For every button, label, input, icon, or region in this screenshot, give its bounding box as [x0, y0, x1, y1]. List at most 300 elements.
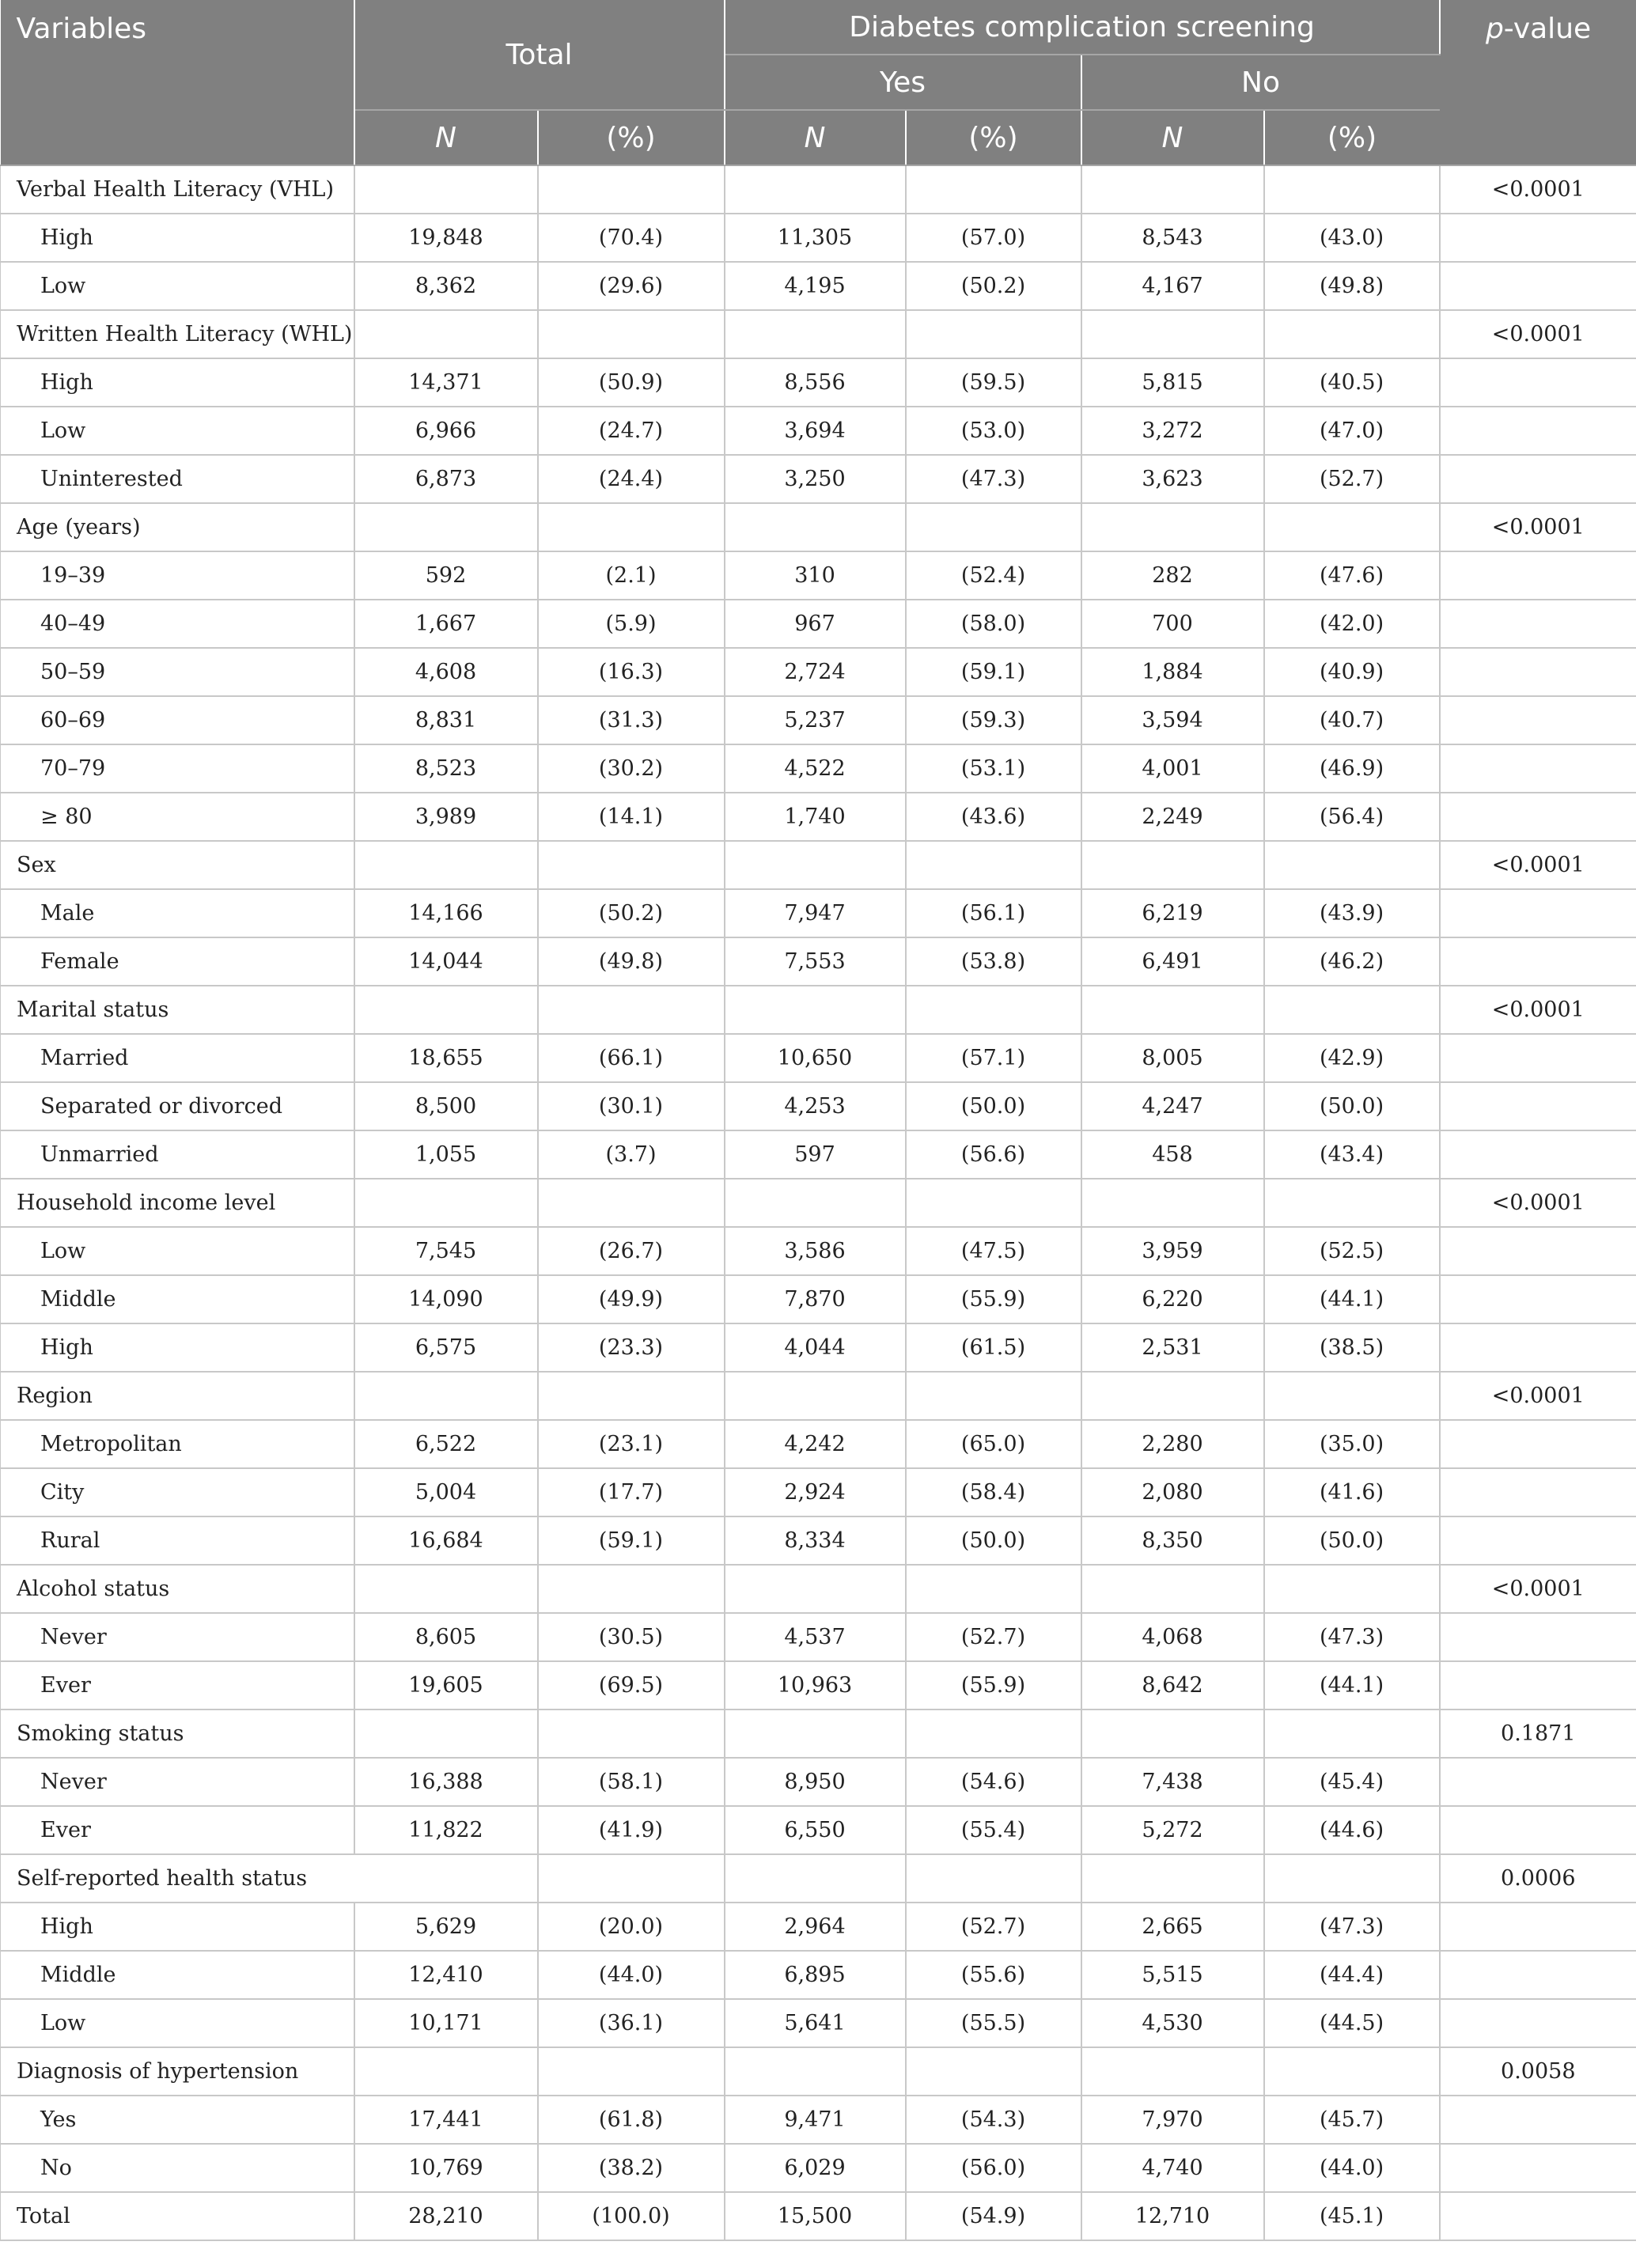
header-no: No [1081, 55, 1440, 110]
group-label: Written Health Literacy (WHL) [1, 310, 354, 358]
empty-cell [906, 1854, 1081, 1903]
p-value-cell [1440, 1903, 1636, 1951]
yes-pct-cell: (53.0) [906, 407, 1081, 455]
header-total: Total [354, 0, 725, 110]
yes-n-cell: 10,963 [725, 1661, 906, 1710]
no-pct-cell: (50.0) [1264, 1516, 1440, 1565]
group-row [1, 986, 1636, 1034]
p-value-cell [1440, 1999, 1636, 2047]
empty-cell [725, 503, 906, 551]
no-n-cell: 8,350 [1081, 1516, 1264, 1565]
no-n-cell: 4,001 [1081, 744, 1264, 793]
empty-cell [906, 1179, 1081, 1227]
yes-pct-cell: (55.5) [906, 1999, 1081, 2047]
yes-n-cell: 3,694 [725, 407, 906, 455]
empty-cell [725, 1179, 906, 1227]
empty-cell [725, 2047, 906, 2096]
empty-cell [1081, 841, 1264, 889]
total-pct-cell: (3.7) [538, 1130, 725, 1179]
group-label: Smoking status [1, 1710, 354, 1758]
p-value-cell [1440, 1275, 1636, 1323]
row-label: Male [1, 889, 354, 937]
group-label: Household income level [1, 1179, 354, 1227]
total-pct-cell: (2.1) [538, 551, 725, 600]
group-label: Sex [1, 841, 354, 889]
no-pct-cell: (46.9) [1264, 744, 1440, 793]
group-row [1, 1710, 1636, 1758]
empty-cell [1264, 165, 1440, 214]
no-n-cell: 7,970 [1081, 2096, 1264, 2144]
empty-cell [725, 1710, 906, 1758]
total-pct-cell: (50.2) [538, 889, 725, 937]
p-value-cell [1440, 1420, 1636, 1468]
p-value-cell [1440, 696, 1636, 744]
no-n-cell: 2,280 [1081, 1420, 1264, 1468]
p-value-cell [1440, 1758, 1636, 1806]
p-value-cell [1440, 262, 1636, 310]
no-n-cell: 8,005 [1081, 1034, 1264, 1082]
empty-cell [354, 841, 538, 889]
no-n-cell: 3,594 [1081, 696, 1264, 744]
no-n-cell: 4,167 [1081, 262, 1264, 310]
no-n-cell: 8,543 [1081, 214, 1264, 262]
table-row [1, 1903, 1636, 1951]
group-label: Verbal Health Literacy (VHL) [1, 165, 354, 214]
empty-cell [906, 841, 1081, 889]
no-n-cell: 3,272 [1081, 407, 1264, 455]
no-pct-cell: (42.9) [1264, 1034, 1440, 1082]
yes-pct-cell: (47.5) [906, 1227, 1081, 1275]
empty-cell [1081, 1854, 1264, 1903]
empty-cell [1264, 503, 1440, 551]
p-value-cell: 0.1871 [1440, 1710, 1636, 1758]
yes-n-cell: 6,029 [725, 2144, 906, 2192]
total-pct-cell: (49.8) [538, 937, 725, 986]
no-n-cell: 282 [1081, 551, 1264, 600]
table-row [1, 2096, 1636, 2144]
no-pct-cell: (40.9) [1264, 648, 1440, 696]
yes-pct-cell: (54.9) [906, 2192, 1081, 2240]
empty-cell [354, 503, 538, 551]
total-pct-cell: (30.1) [538, 1082, 725, 1130]
empty-cell [1264, 1854, 1440, 1903]
no-n-cell: 8,642 [1081, 1661, 1264, 1710]
total-pct-cell: (44.0) [538, 1951, 725, 1999]
total-pct-cell: (38.2) [538, 2144, 725, 2192]
group-label: Diagnosis of hypertension [1, 2047, 354, 2096]
group-row [1, 1372, 1636, 1420]
table-row [1, 1613, 1636, 1661]
no-pct-cell: (45.4) [1264, 1758, 1440, 1806]
no-pct-cell: (47.3) [1264, 1903, 1440, 1951]
header-yes: Yes [725, 55, 1081, 110]
p-value-cell [1440, 1130, 1636, 1179]
total-pct-cell: (49.9) [538, 1275, 725, 1323]
yes-n-cell: 6,550 [725, 1806, 906, 1854]
p-value-cell [1440, 214, 1636, 262]
table-row [1, 214, 1636, 262]
yes-n-cell: 7,947 [725, 889, 906, 937]
table-row [1, 648, 1636, 696]
yes-n-cell: 10,650 [725, 1034, 906, 1082]
p-value-cell [1440, 1323, 1636, 1372]
table-row [1, 1130, 1636, 1179]
table-row [1, 1806, 1636, 1854]
total-n-cell: 14,166 [354, 889, 538, 937]
yes-pct-cell: (53.1) [906, 744, 1081, 793]
yes-n-cell: 8,556 [725, 358, 906, 407]
empty-cell [906, 1565, 1081, 1613]
total-n-cell: 6,966 [354, 407, 538, 455]
yes-n-cell: 5,641 [725, 1999, 906, 2047]
empty-cell [906, 1372, 1081, 1420]
row-label: High [1, 1323, 354, 1372]
total-pct-cell: (61.8) [538, 2096, 725, 2144]
total-n-cell: 19,605 [354, 1661, 538, 1710]
total-n-cell: 12,410 [354, 1951, 538, 1999]
total-n-cell: 8,362 [354, 262, 538, 310]
no-pct-cell: (45.1) [1264, 2192, 1440, 2240]
row-label: 50–59 [1, 648, 354, 696]
empty-cell [538, 1372, 725, 1420]
p-value-cell: <0.0001 [1440, 1372, 1636, 1420]
empty-cell [906, 1710, 1081, 1758]
total-pct-cell: (58.1) [538, 1758, 725, 1806]
empty-cell [906, 165, 1081, 214]
yes-pct-cell: (55.4) [906, 1806, 1081, 1854]
no-n-cell: 5,515 [1081, 1951, 1264, 1999]
row-label: High [1, 358, 354, 407]
empty-cell [354, 1372, 538, 1420]
group-label: Marital status [1, 986, 354, 1034]
total-row [1, 2192, 1636, 2240]
row-label: Middle [1, 1951, 354, 1999]
yes-pct-cell: (55.6) [906, 1951, 1081, 1999]
header-yes-pct: (%) [906, 110, 1081, 165]
total-n-cell: 5,629 [354, 1903, 538, 1951]
empty-cell [1081, 1179, 1264, 1227]
row-label: Ever [1, 1806, 354, 1854]
yes-n-cell: 15,500 [725, 2192, 906, 2240]
no-pct-cell: (56.4) [1264, 793, 1440, 841]
p-value-cell [1440, 1082, 1636, 1130]
empty-cell [1264, 1372, 1440, 1420]
p-value-cell: <0.0001 [1440, 841, 1636, 889]
yes-pct-cell: (55.9) [906, 1275, 1081, 1323]
empty-cell [906, 310, 1081, 358]
total-n-cell: 1,055 [354, 1130, 538, 1179]
p-value-cell [1440, 407, 1636, 455]
p-value-cell: <0.0001 [1440, 165, 1636, 214]
no-n-cell: 6,219 [1081, 889, 1264, 937]
table-row [1, 937, 1636, 986]
p-value-cell: <0.0001 [1440, 503, 1636, 551]
no-pct-cell: (43.0) [1264, 214, 1440, 262]
header-screening: Diabetes complication screening [725, 0, 1440, 55]
table-row [1, 696, 1636, 744]
row-label: Yes [1, 2096, 354, 2144]
yes-n-cell: 3,250 [725, 455, 906, 503]
empty-cell [1264, 1565, 1440, 1613]
yes-n-cell: 5,237 [725, 696, 906, 744]
no-n-cell: 5,815 [1081, 358, 1264, 407]
yes-pct-cell: (61.5) [906, 1323, 1081, 1372]
total-n-cell: 19,848 [354, 214, 538, 262]
table-row [1, 1082, 1636, 1130]
table-row [1, 1420, 1636, 1468]
yes-n-cell: 4,522 [725, 744, 906, 793]
p-value-cell [1440, 937, 1636, 986]
yes-n-cell: 8,334 [725, 1516, 906, 1565]
yes-n-cell: 597 [725, 1130, 906, 1179]
table-row [1, 1758, 1636, 1806]
row-label: Female [1, 937, 354, 986]
empty-cell [725, 986, 906, 1034]
table-row [1, 744, 1636, 793]
empty-cell [1264, 841, 1440, 889]
total-n-cell: 5,004 [354, 1468, 538, 1516]
yes-n-cell: 2,924 [725, 1468, 906, 1516]
total-pct-cell: (26.7) [538, 1227, 725, 1275]
header-total-n: N [354, 110, 538, 165]
total-n-cell: 592 [354, 551, 538, 600]
total-n-cell: 1,667 [354, 600, 538, 648]
header-p-italic: p [1485, 13, 1504, 45]
no-n-cell: 7,438 [1081, 1758, 1264, 1806]
p-value-cell [1440, 1468, 1636, 1516]
yes-n-cell: 11,305 [725, 214, 906, 262]
empty-cell [1264, 2047, 1440, 2096]
p-value-cell [1440, 600, 1636, 648]
yes-pct-cell: (50.2) [906, 262, 1081, 310]
empty-cell [1081, 503, 1264, 551]
yes-n-cell: 4,195 [725, 262, 906, 310]
yes-pct-cell: (47.3) [906, 455, 1081, 503]
yes-pct-cell: (52.7) [906, 1613, 1081, 1661]
total-pct-cell: (36.1) [538, 1999, 725, 2047]
no-n-cell: 6,491 [1081, 937, 1264, 986]
table-row [1, 1275, 1636, 1323]
no-pct-cell: (47.0) [1264, 407, 1440, 455]
no-n-cell: 2,665 [1081, 1903, 1264, 1951]
table-row [1, 262, 1636, 310]
yes-n-cell: 3,586 [725, 1227, 906, 1275]
no-n-cell: 2,249 [1081, 793, 1264, 841]
no-n-cell: 1,884 [1081, 648, 1264, 696]
total-pct-cell: (5.9) [538, 600, 725, 648]
total-n-cell: 16,388 [354, 1758, 538, 1806]
no-pct-cell: (46.2) [1264, 937, 1440, 986]
row-label: Unmarried [1, 1130, 354, 1179]
table-body [1, 165, 1636, 2240]
yes-n-cell: 310 [725, 551, 906, 600]
no-pct-cell: (44.1) [1264, 1275, 1440, 1323]
yes-n-cell: 7,553 [725, 937, 906, 986]
p-value-cell [1440, 1661, 1636, 1710]
header-no-pct: (%) [1264, 110, 1440, 165]
no-pct-cell: (52.7) [1264, 455, 1440, 503]
empty-cell [538, 1710, 725, 1758]
group-label: Self-reported health status [1, 1854, 538, 1903]
empty-cell [1264, 310, 1440, 358]
no-pct-cell: (44.5) [1264, 1999, 1440, 2047]
table-row [1, 1323, 1636, 1372]
yes-n-cell: 4,242 [725, 1420, 906, 1468]
p-value-cell [1440, 793, 1636, 841]
no-pct-cell: (49.8) [1264, 262, 1440, 310]
p-value-cell: 0.0058 [1440, 2047, 1636, 2096]
total-pct-cell: (31.3) [538, 696, 725, 744]
empty-cell [538, 310, 725, 358]
yes-pct-cell: (54.3) [906, 2096, 1081, 2144]
row-label: High [1, 1903, 354, 1951]
total-n-cell: 7,545 [354, 1227, 538, 1275]
total-pct-cell: (100.0) [538, 2192, 725, 2240]
no-pct-cell: (44.0) [1264, 2144, 1440, 2192]
yes-pct-cell: (50.0) [906, 1082, 1081, 1130]
row-label: Married [1, 1034, 354, 1082]
no-pct-cell: (52.5) [1264, 1227, 1440, 1275]
total-pct-cell: (69.5) [538, 1661, 725, 1710]
empty-cell [354, 1179, 538, 1227]
empty-cell [538, 1179, 725, 1227]
header-p-value [1440, 0, 1636, 165]
row-label: Middle [1, 1275, 354, 1323]
total-pct-cell: (30.5) [538, 1613, 725, 1661]
header-total-pct: (%) [538, 110, 725, 165]
yes-n-cell: 1,740 [725, 793, 906, 841]
group-label: Age (years) [1, 503, 354, 551]
yes-n-cell: 2,964 [725, 1903, 906, 1951]
total-n-cell: 8,500 [354, 1082, 538, 1130]
empty-cell [906, 986, 1081, 1034]
table-row [1, 1999, 1636, 2047]
p-value-cell [1440, 551, 1636, 600]
no-pct-cell: (43.9) [1264, 889, 1440, 937]
row-label: 60–69 [1, 696, 354, 744]
empty-cell [906, 2047, 1081, 2096]
total-n-cell: 14,090 [354, 1275, 538, 1323]
empty-cell [354, 165, 538, 214]
empty-cell [725, 310, 906, 358]
row-label: Ever [1, 1661, 354, 1710]
group-row [1, 841, 1636, 889]
p-value-cell [1440, 2144, 1636, 2192]
yes-n-cell: 4,537 [725, 1613, 906, 1661]
total-n-cell: 28,210 [354, 2192, 538, 2240]
empty-cell [725, 1854, 906, 1903]
no-pct-cell: (43.4) [1264, 1130, 1440, 1179]
row-label: Metropolitan [1, 1420, 354, 1468]
total-n-cell: 14,044 [354, 937, 538, 986]
yes-n-cell: 2,724 [725, 648, 906, 696]
empty-cell [538, 165, 725, 214]
empty-cell [1081, 1372, 1264, 1420]
total-n-cell: 8,523 [354, 744, 538, 793]
row-label: City [1, 1468, 354, 1516]
p-value-cell: <0.0001 [1440, 310, 1636, 358]
row-label: High [1, 214, 354, 262]
p-value-cell [1440, 889, 1636, 937]
total-n-cell: 18,655 [354, 1034, 538, 1082]
yes-pct-cell: (56.6) [906, 1130, 1081, 1179]
p-value-cell [1440, 1034, 1636, 1082]
yes-pct-cell: (65.0) [906, 1420, 1081, 1468]
row-label: No [1, 2144, 354, 2192]
p-value-cell [1440, 744, 1636, 793]
total-pct-cell: (24.7) [538, 407, 725, 455]
p-value-cell [1440, 1806, 1636, 1854]
p-value-cell [1440, 648, 1636, 696]
empty-cell [906, 503, 1081, 551]
total-n-cell: 4,608 [354, 648, 538, 696]
yes-pct-cell: (52.7) [906, 1903, 1081, 1951]
yes-pct-cell: (59.3) [906, 696, 1081, 744]
no-pct-cell: (44.1) [1264, 1661, 1440, 1710]
yes-pct-cell: (56.1) [906, 889, 1081, 937]
p-value-cell: 0.0006 [1440, 1854, 1636, 1903]
yes-pct-cell: (59.1) [906, 648, 1081, 696]
header-variables: Variables [1, 0, 354, 165]
group-row [1, 1179, 1636, 1227]
header-no-n: N [1081, 110, 1264, 165]
yes-pct-cell: (57.1) [906, 1034, 1081, 1082]
group-label: Alcohol status [1, 1565, 354, 1613]
yes-pct-cell: (55.9) [906, 1661, 1081, 1710]
no-n-cell: 12,710 [1081, 2192, 1264, 2240]
no-n-cell: 2,080 [1081, 1468, 1264, 1516]
total-pct-cell: (16.3) [538, 648, 725, 696]
table-row [1, 1468, 1636, 1516]
total-pct-cell: (41.9) [538, 1806, 725, 1854]
table-row [1, 455, 1636, 503]
total-n-cell: 10,171 [354, 1999, 538, 2047]
table-row [1, 1516, 1636, 1565]
total-n-cell: 17,441 [354, 2096, 538, 2144]
group-row [1, 165, 1636, 214]
no-pct-cell: (35.0) [1264, 1420, 1440, 1468]
row-label: ≥ 80 [1, 793, 354, 841]
table-row [1, 358, 1636, 407]
empty-cell [538, 986, 725, 1034]
yes-pct-cell: (56.0) [906, 2144, 1081, 2192]
empty-cell [1081, 1710, 1264, 1758]
p-value-cell: <0.0001 [1440, 1179, 1636, 1227]
table-row [1, 1951, 1636, 1999]
yes-n-cell: 967 [725, 600, 906, 648]
group-row [1, 310, 1636, 358]
empty-cell [725, 1565, 906, 1613]
total-n-cell: 8,831 [354, 696, 538, 744]
total-n-cell: 10,769 [354, 2144, 538, 2192]
table-row [1, 1661, 1636, 1710]
no-pct-cell: (41.6) [1264, 1468, 1440, 1516]
row-label: 70–79 [1, 744, 354, 793]
total-pct-cell: (30.2) [538, 744, 725, 793]
row-label: Never [1, 1758, 354, 1806]
empty-cell [1081, 165, 1264, 214]
group-row [1, 2047, 1636, 2096]
no-n-cell: 4,068 [1081, 1613, 1264, 1661]
total-pct-cell: (24.4) [538, 455, 725, 503]
yes-pct-cell: (50.0) [906, 1516, 1081, 1565]
total-n-cell: 8,605 [354, 1613, 538, 1661]
row-label: Rural [1, 1516, 354, 1565]
table-row [1, 600, 1636, 648]
empty-cell [538, 1565, 725, 1613]
row-label: Never [1, 1613, 354, 1661]
empty-cell [725, 1372, 906, 1420]
